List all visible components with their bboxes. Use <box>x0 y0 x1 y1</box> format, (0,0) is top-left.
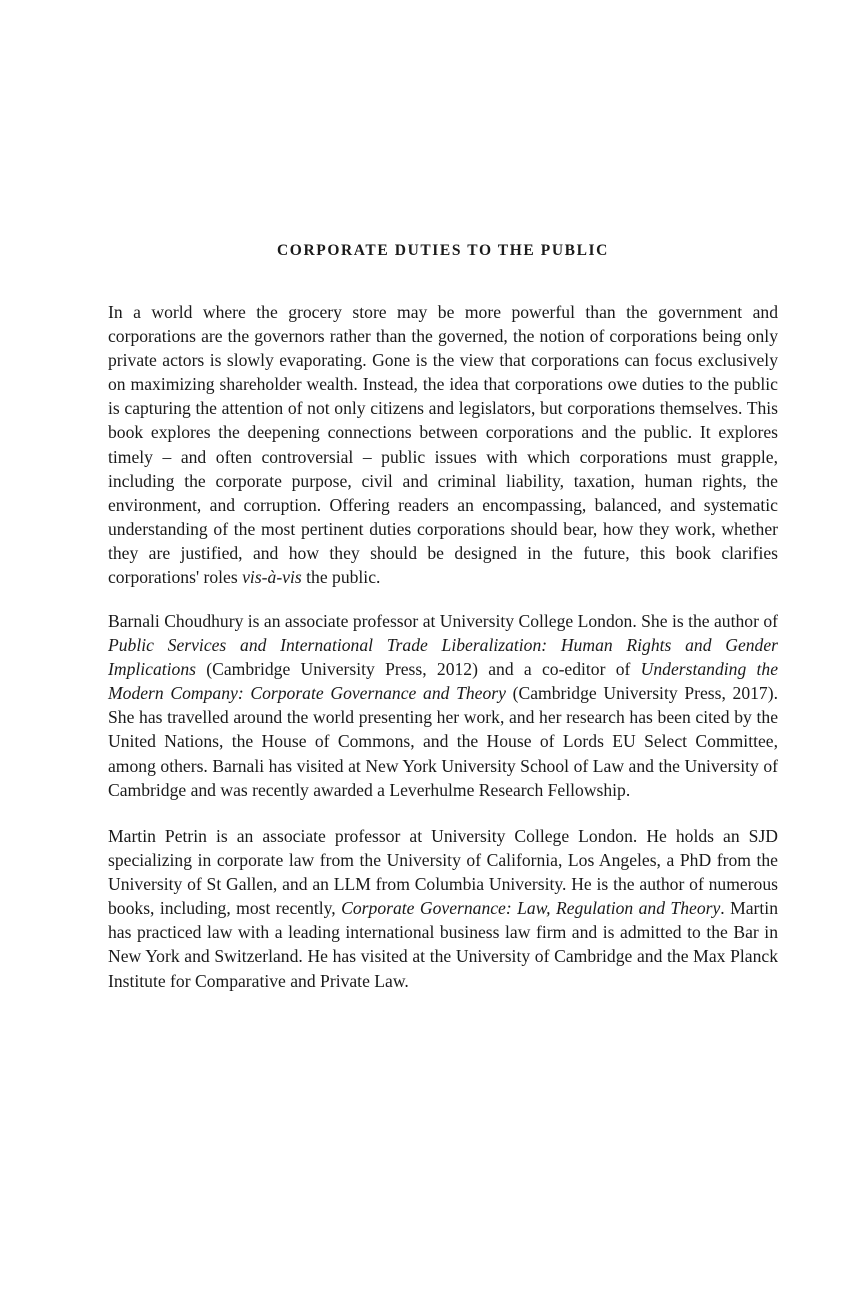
author-bio-petrin <box>108 824 778 993</box>
bio-text: (Cambridge University Press, 2017). She has travelled around the world presenting her work, and her research has been cited by the United Nations, the House of Commons, and the House of Lords EU Select Committee, among others. Barnali has visited at New York University School of Law and the University of Cambridge and was recently awarded a Leverhulme Research Fellowship. <box>108 683 778 800</box>
description-text: In a world where the grocery store may be more powerful than the government and corporations are the governors rather than the governed, the notion of corporations being only private actors is slowly evaporating. Gone is the view that corporations can focus exclusively on maximizing shareholder wealth. Instead, the idea that corporations owe duties to the public is capturing the attention of not only citizens and legislators, but corporations themselves. This book explores the deepening connections between corporations and the public. It explores timely – and often controversial – public issues with which corporations must grapple, including the corporate purpose, civil and criminal liability, taxation, human rights, the environment, and corruption. Offering readers an encompassing, balanced, and systematic understanding of the most pertinent duties corporations should bear, how they work, whether they are justified, and how they should be designed in the future, this book clarifies corporations' roles <box>108 302 778 588</box>
book-title-italic: Public Services and International Trade Liberalization: Human Rights and Gender Implications <box>108 635 778 680</box>
author-bio-choudhury <box>108 609 778 802</box>
book-page <box>108 0 778 1296</box>
description-text-end: the public. <box>301 567 381 588</box>
book-description-paragraph <box>108 300 778 589</box>
bio-text: Barnali Choudhury is an associate professor at University College London. She is the author of <box>108 611 778 631</box>
page-title: CORPORATE DUTIES TO THE PUBLIC <box>277 242 609 259</box>
book-title-italic: Understanding the Modern Company: Corporate Governance and Theory <box>108 659 778 704</box>
bio-text: . Martin has practiced law with a leading international business law firm and is admitted to the Bar in New York and Switzerland. He has visited at the University of Cambridge and the Max Planck Institute for Comparative and Private Law. <box>108 898 778 991</box>
bio-text: (Cambridge University Press, 2012) and a co-editor of <box>195 659 641 680</box>
bio-text: Martin Petrin is an associate professor at University College London. He holds an SJD specializing in corporate law from the University of California, Los Angeles, a PhD from the University of St Gallen, and an LLM from Columbia University. He is the author of numerous books, including, most recently, <box>108 826 778 919</box>
book-title-italic: Corporate Governance: Law, Regulation and Theory <box>341 898 721 919</box>
description-italic-term: vis-à-vis <box>242 567 302 588</box>
